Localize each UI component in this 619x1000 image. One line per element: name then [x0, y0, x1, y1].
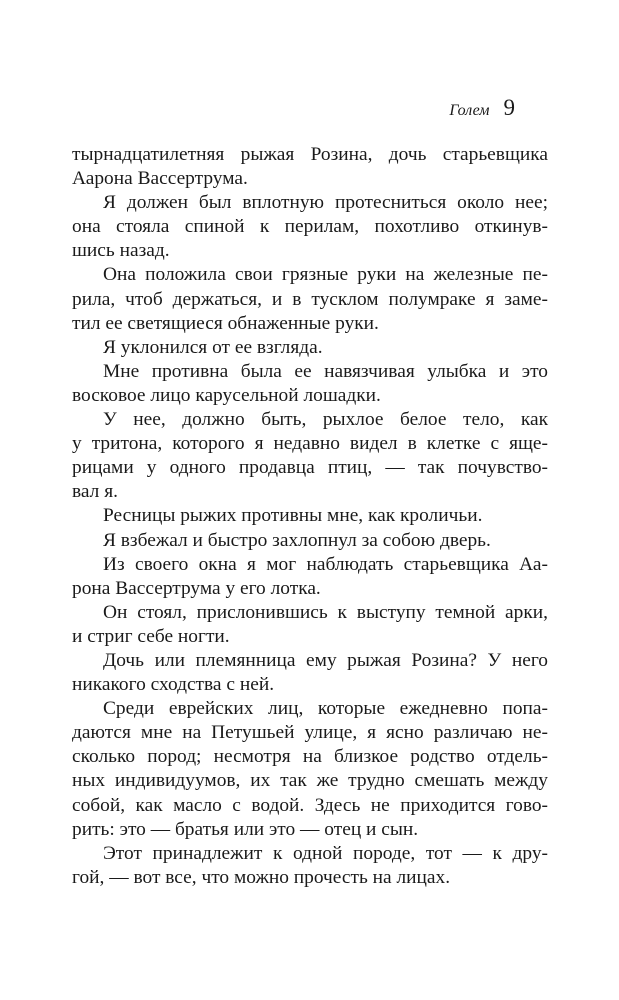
text-line: ных индивидуумов, их так же трудно смешать между	[72, 770, 548, 792]
text-line: тырнадцатилетняя рыжая Розина, дочь старьевщика	[72, 144, 548, 165]
text-line: Аарона Вассертрума.	[72, 168, 248, 190]
text-line: Дочь или племянница ему рыжая Розина? У него	[103, 649, 548, 671]
text-line: Ресницы рыжих противны мне, как кроличьи.	[103, 505, 483, 527]
text-line: сколько пород; несмотря на близкое родство отдель-	[72, 746, 548, 768]
text-line: Я взбежал и быстро захлопнул за собою дверь.	[103, 529, 491, 551]
text-line: и стриг себе ногти.	[72, 625, 230, 647]
text-line: У нее, должно быть, рыхлое белое тело, как	[103, 409, 548, 431]
text-line: восковое лицо карусельной лошадки.	[72, 384, 381, 406]
text-line: шись назад.	[72, 240, 170, 262]
text-line: Она положила свои грязные руки на железные пе-	[103, 264, 548, 286]
text-line: гой, — вот все, что можно прочесть на лицах.	[72, 866, 451, 888]
text-line: Я уклонился от ее взгляда.	[103, 336, 323, 358]
text-line: собой, как масло с водой. Здесь не приходится гово-	[72, 794, 548, 816]
body-text	[72, 143, 548, 890]
text-line: Я должен был вплотную протесниться около нее;	[103, 192, 548, 214]
text-line: даются мне на Петушьей улице, я ясно различаю не-	[72, 722, 548, 744]
text-line: рить: это — братья или это — отец и сын.	[72, 818, 419, 840]
page-number: 9	[503, 95, 515, 120]
text-line: рона Вассертрума у его лотка.	[72, 577, 321, 599]
text-line: вал я.	[72, 481, 118, 503]
running-title: Голем	[449, 102, 490, 119]
text-line: Он стоял, прислонившись к выступу темной арки,	[103, 601, 548, 623]
text-line: Этот принадлежит к одной породе, тот — к дру-	[103, 842, 548, 864]
text-line: рила, чтоб держаться, и в тусклом полумраке я заме-	[72, 288, 548, 310]
text-line: Среди еврейских лиц, которые ежедневно попа-	[103, 698, 548, 720]
page-header	[449, 95, 515, 121]
text-line: у тритона, которого я недавно видел в клетке с яще-	[72, 433, 548, 455]
text-line: Мне противна была ее навязчивая улыбка и это	[103, 360, 548, 382]
text-line: рицами у одного продавца птиц, — так почувство-	[72, 457, 548, 479]
text-line: Из своего окна я мог наблюдать старьевщика Аа-	[103, 553, 548, 575]
text-line: никакого сходства с ней.	[72, 674, 275, 696]
text-line: тил ее светящиеся обнаженные руки.	[72, 312, 379, 334]
text-line: она стояла спиной к перилам, похотливо откинув-	[72, 216, 548, 238]
